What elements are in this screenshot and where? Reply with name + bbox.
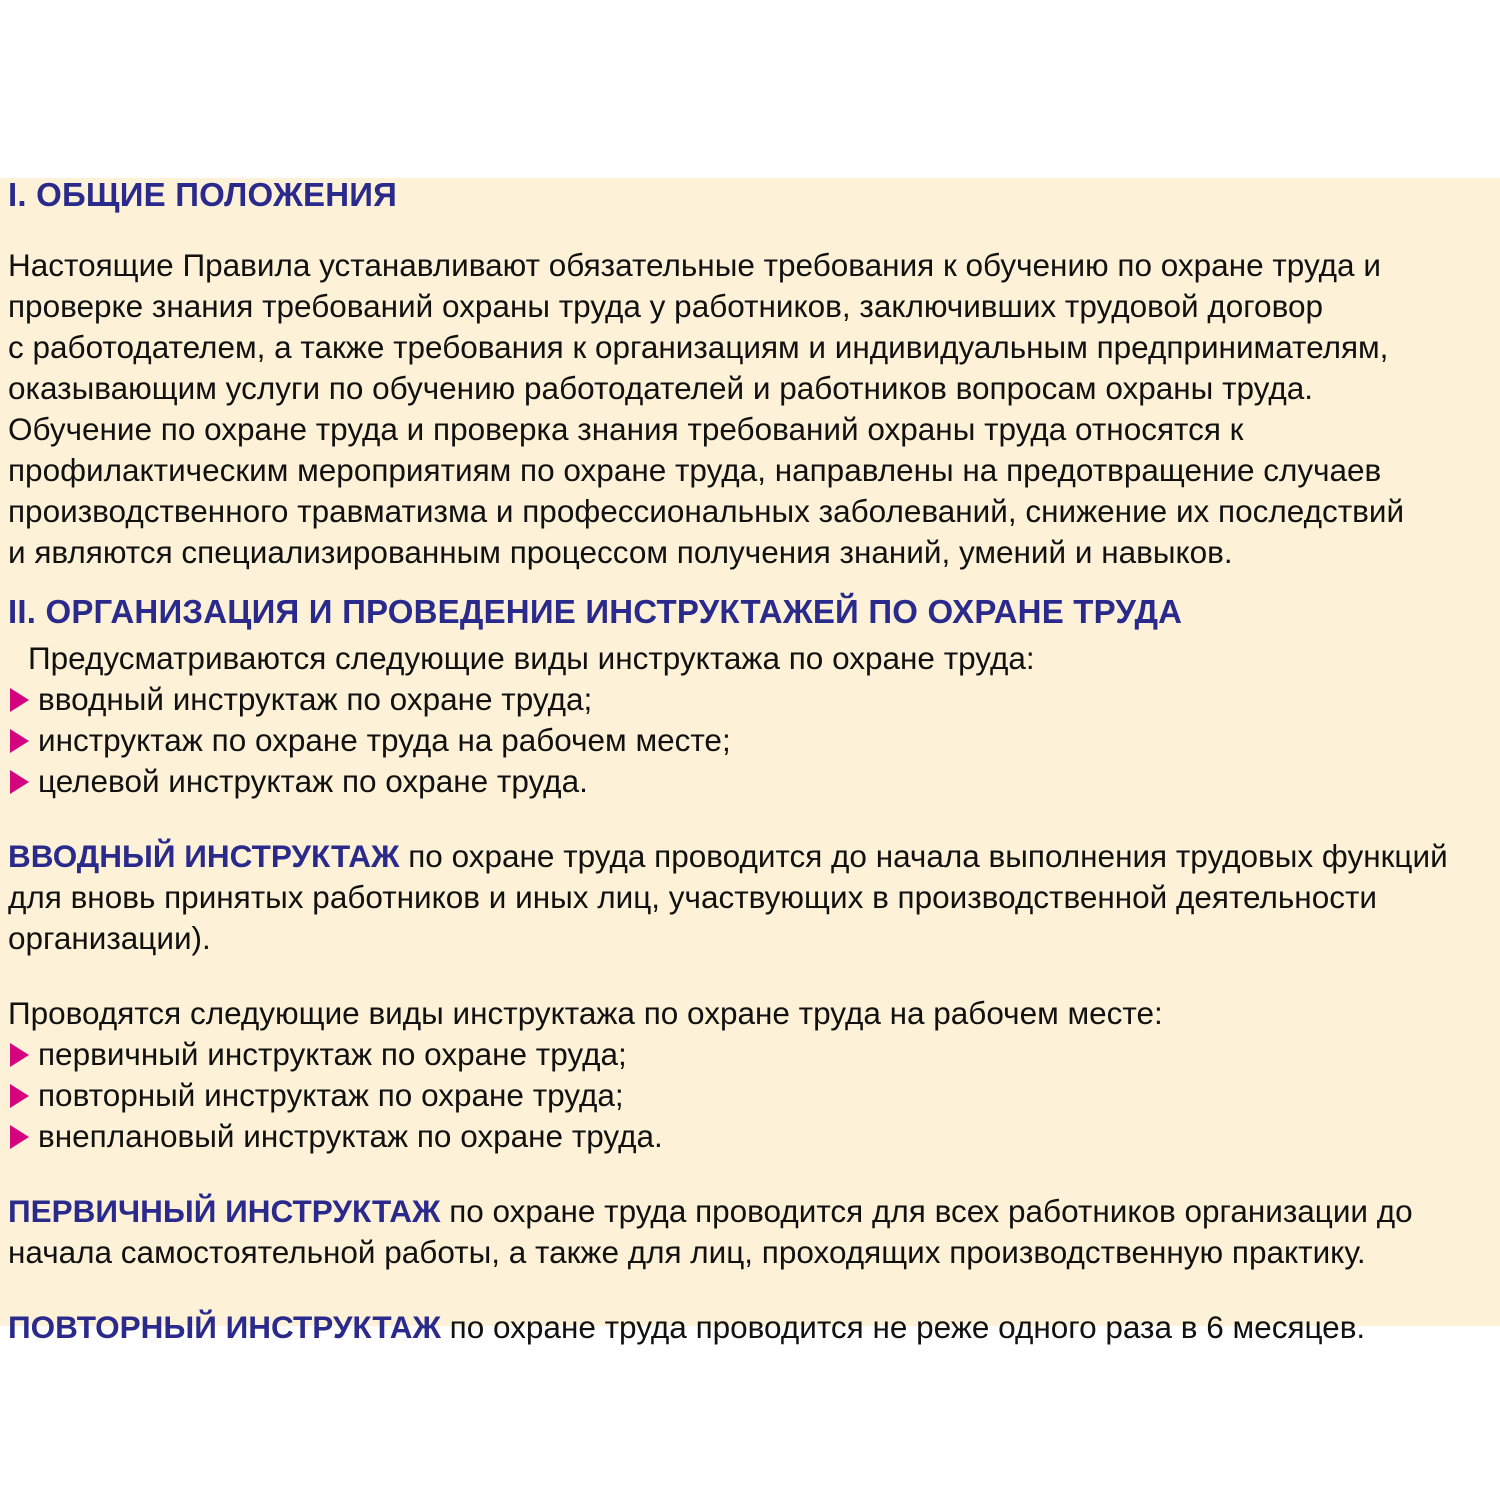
paragraph-line: и являются специализированным процессом получения знаний, умений и навыков. [8,534,1233,570]
vvodny-lead-term: ВВОДНЫЙ ИНСТРУКТАЖ [8,838,400,874]
pervichny-lead-term: ПЕРВИЧНЫЙ ИНСТРУКТАЖ [8,1193,441,1229]
pervichny-instruktazh-paragraph [8,1191,1492,1273]
section-two-intro: Предусматриваются следующие виды инструктажа по охране труда: [28,640,1035,676]
list-item [8,720,1492,761]
paragraph-line-rest: по охране труда проводится не реже одного раза в 6 месяцев. [440,1309,1366,1345]
list-item-label: внеплановый инструктаж по охране труда. [38,1118,663,1154]
povtorny-lead-term: ПОВТОРНЫЙ ИНСТРУКТАЖ [8,1309,441,1345]
list-item-label: повторный инструктаж по охране труда; [38,1077,624,1113]
workplace-list-intro: Проводятся следующие виды инструктажа по охране труда на рабочем месте: [8,995,1163,1031]
spacer [8,1157,1492,1191]
spacer [8,1273,1492,1307]
list-item-label: целевой инструктаж по охране труда. [38,763,588,799]
paragraph-line: Обучение по охране труда и проверка знания требований охраны труда относятся к [8,411,1244,447]
paragraph-line [8,836,1492,877]
triangle-right-icon [8,688,38,712]
document-panel [0,176,1500,1345]
paragraph-line [8,1191,1492,1232]
section-two-heading: II. ОРГАНИЗАЦИЯ И ПРОВЕДЕНИЕ ИНСТРУКТАЖЕЙ ПО ОХРАНЕ ТРУДА [8,593,1183,630]
list-item-label: вводный инструктаж по охране труда; [38,681,593,717]
triangle-right-icon [8,1084,38,1108]
paragraph-line [8,1307,1492,1348]
list-item [8,761,1492,802]
list-item-label: инструктаж по охране труда на рабочем месте; [38,722,731,758]
spacer [8,959,1492,993]
paragraph-line: с работодателем, а также требования к организациям и индивидуальным предпринимателям, [8,329,1389,365]
vvodny-instruktazh-paragraph [8,836,1492,959]
paragraph-line: Настоящие Правила устанавливают обязательные требования к обучению по охране труда и [8,247,1381,283]
paragraph-line-rest: по охране труда проводится для всех работников организации до [440,1193,1413,1229]
list-item [8,1034,1492,1075]
paragraph-line: производственного травматизма и профессиональных заболеваний, снижение их последствий [8,493,1405,529]
povtorny-instruktazh-paragraph [8,1307,1492,1348]
spacer [8,802,1492,836]
section-one-heading: I. ОБЩИЕ ПОЛОЖЕНИЯ [8,176,398,213]
section-one-paragraph [8,245,1492,573]
triangle-right-icon [8,1125,38,1149]
paragraph-line: проверке знания требований охраны труда у работников, заключивших трудовой договор [8,288,1323,324]
list-item [8,1075,1492,1116]
list-item [8,679,1492,720]
paragraph-line: начала самостоятельной работы, а также для лиц, проходящих производственную практику. [8,1234,1366,1270]
triangle-right-icon [8,770,38,794]
paragraph-line-rest: по охране труда проводится до начала выполнения трудовых функций [399,838,1448,874]
triangle-right-icon [8,1043,38,1067]
spacer [8,211,1492,245]
paragraph-line: оказывающим услуги по обучению работодателей и работников вопросам охраны труда. [8,370,1314,406]
list-item [8,1116,1492,1157]
spacer [8,573,1492,595]
paragraph-line: организации). [8,920,211,956]
list-item-label: первичный инструктаж по охране труда; [38,1036,627,1072]
triangle-right-icon [8,729,38,753]
paragraph-line: профилактическим мероприятиям по охране труда, направлены на предотвращение случаев [8,452,1382,488]
paragraph-line: для вновь принятых работников и иных лиц, участвующих в производственной деятельности [8,879,1377,915]
